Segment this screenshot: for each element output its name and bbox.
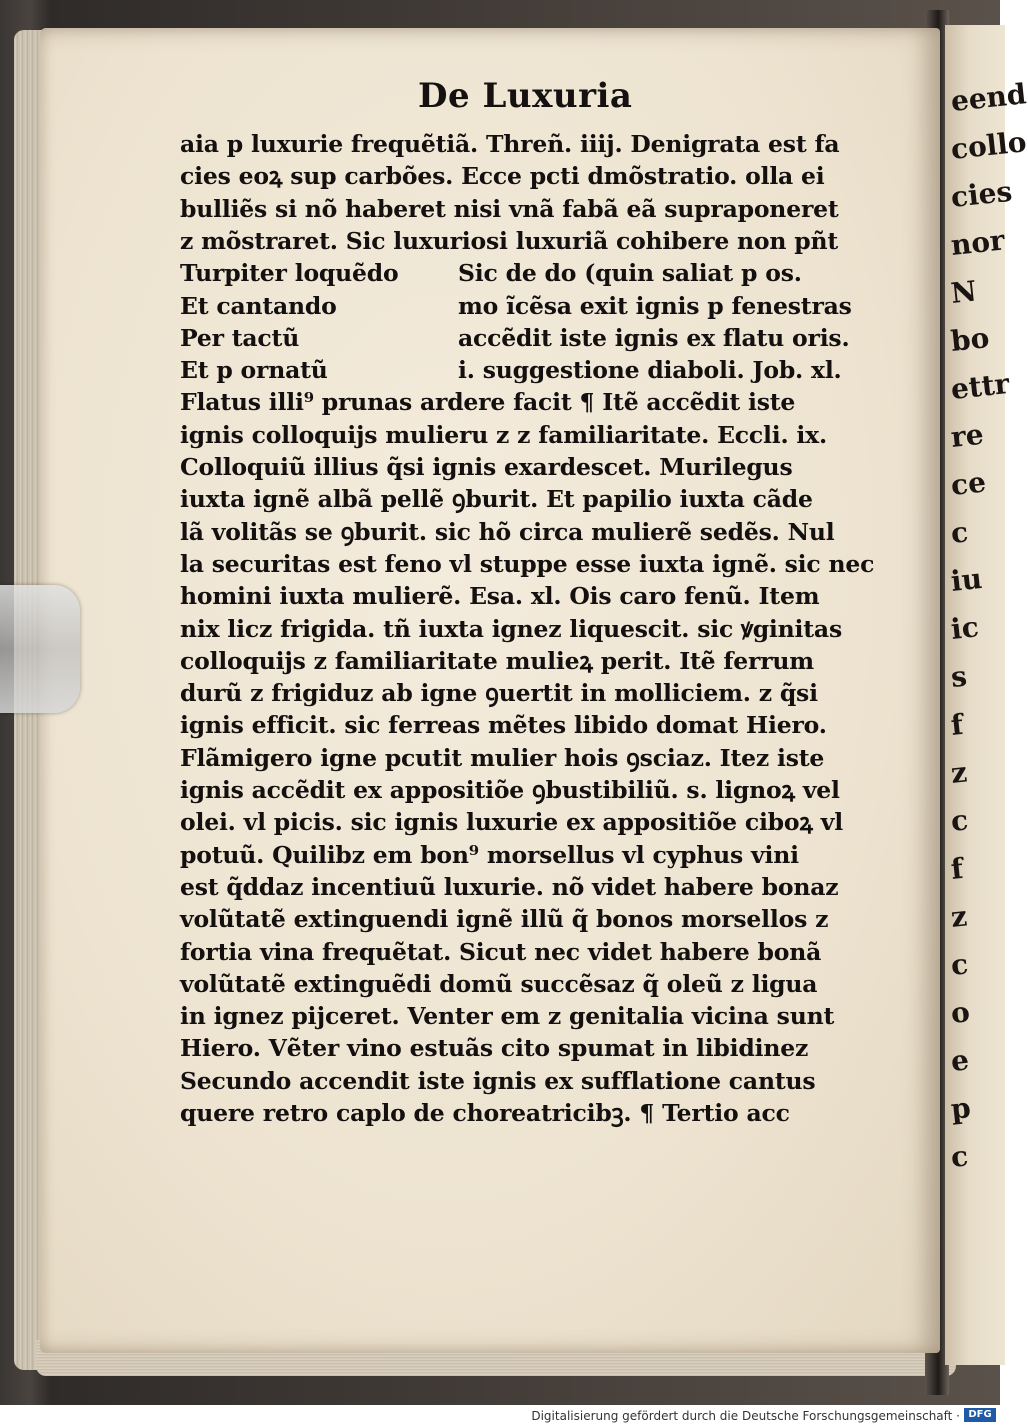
text-line: aia p luxurie frequẽtiã. Threñ. iiij. Denigrata est fa: [180, 130, 840, 158]
text-line: potuũ. Quilibz em bon⁹ morsellus vl cyphus vini: [180, 840, 799, 869]
text-line: z mõstraret. Sic luxuriosi luxuriã cohibere non pñt: [180, 226, 839, 255]
text-line: iuxta ignẽ albã pellẽ ꝯburit. Et papilio iuxta cãde: [180, 485, 813, 514]
text-line: fortia vina frequẽtat. Sicut nec videt habere bonã: [180, 937, 822, 966]
text-line: homini iuxta mulierẽ. Esa. xl. Ois caro fenũ. Item: [180, 582, 820, 611]
facing-page-fragment: s: [949, 659, 969, 694]
facing-page-fragment: nor: [949, 223, 1007, 262]
facing-page-fragment: ce: [949, 465, 988, 502]
text-line: Et p ornatũ: [180, 356, 328, 385]
text-line: Turpiter loquẽdo: [180, 259, 399, 288]
facing-page-fragment: e: [949, 1043, 971, 1078]
text-line: est q̃ddaz incentiuũ luxurie. nõ videt habere bonaz: [180, 872, 839, 901]
facing-page-fragment: f: [949, 707, 965, 742]
text-line: bulliẽs si nõ haberet nisi vnã fabã eã supraponeret: [180, 194, 839, 223]
text-line: ignis colloquijs mulieru z z familiaritate. Eccli. ix.: [180, 420, 827, 449]
text-line: Et cantando: [180, 291, 337, 320]
facing-page-fragment: re: [949, 417, 986, 454]
facing-page: [945, 25, 1028, 1365]
text-line: Sic de do (quin saliat p os.: [458, 259, 802, 288]
text-line: cies eoꝝ sup carbões. Ecce pcti dmõstratio. olla ei: [180, 162, 825, 191]
running-head: De Luxuria: [418, 76, 633, 116]
text-line: lã volitãs se ꝯburit. sic hõ circa mulierẽ sedẽs. Nul: [180, 517, 835, 546]
text-line: ignis efficit. sic ferreas mẽtes libido domat Hiero.: [180, 711, 827, 740]
text-line: olei. vl picis. sic ignis luxurie ex appositiõe ciboꝝ vl: [180, 808, 843, 837]
facing-page-fragment: N: [949, 274, 979, 310]
text-line: colloquijs z familiaritate mulieꝝ perit. Itẽ ferrum: [180, 646, 814, 675]
text-line: Hiero. Vẽter vino estuãs cito spumat in libidinez: [180, 1034, 809, 1063]
facing-page-fragment: o: [949, 995, 972, 1030]
facing-page-fragment: z: [949, 899, 969, 934]
facing-page-fragment: p: [949, 1091, 973, 1126]
text-line: mo ĩcẽsa exit ignis p fenestras: [458, 291, 852, 320]
facing-page-fragment: z: [949, 755, 969, 790]
text-line: quere retro caplo de choreatricibꝫ. ¶ Tertio acc: [180, 1099, 790, 1127]
footer-credit: Digitalisierung gefördert durch die Deutsche Forschungsgemeinschaft ·: [531, 1409, 960, 1423]
text-line: nix licz frigida. tñ iuxta ignez liquescit. sic ꝟginitas: [180, 614, 842, 643]
text-line: Flatus illi⁹ prunas ardere facit ¶ Itẽ accẽdit iste: [180, 388, 796, 417]
text-line: Flãmigero igne pcutit mulier hois ꝯsciaz. Itez iste: [180, 743, 825, 772]
text-line: ignis accẽdit ex appositiõe ꝯbustibiliũ. s. lignoꝝ vel: [180, 776, 840, 804]
facing-page-fragment: c: [949, 515, 970, 550]
text-line: accẽdit iste ignis ex flatu oris.: [458, 323, 850, 352]
text-line: la securitas est feno vl stuppe esse iuxta ignẽ. sic nec: [180, 549, 875, 578]
facing-page-fragment: ic: [949, 610, 981, 646]
facing-page-fragment: bo: [949, 321, 991, 358]
text-line: Per tactũ: [180, 323, 300, 352]
text-line: volũtatẽ extinguendi ignẽ illũ q̃ bonos morsellos z: [180, 905, 829, 934]
facing-page-fragment: collo: [949, 125, 1028, 166]
text-line: Secundo accendit iste ignis ex sufflatione cantus: [180, 1066, 816, 1095]
text-line: i. suggestione diaboli. Job. xl.: [458, 356, 842, 385]
facing-page-fragment: c: [949, 947, 970, 982]
facing-page-fragment: c: [949, 803, 970, 838]
dfg-logo: DFG: [964, 1408, 996, 1422]
facing-page-fragment: iu: [949, 561, 984, 598]
facing-page-fragment: c: [949, 1139, 970, 1174]
facing-page-fragment: eend: [949, 77, 1028, 118]
text-line: Colloquiũ illius q̃si ignis exardescet. Murilegus: [180, 453, 793, 481]
text-line: volũtatẽ extinguẽdi domũ succẽsaz q̃ oleũ z ligua: [180, 969, 818, 998]
facing-page-fragment: ettr: [949, 366, 1011, 406]
facing-page-fragment: cies: [949, 174, 1014, 214]
facing-page-fragment: f: [949, 851, 965, 886]
page-clip: [0, 585, 80, 713]
footer: [0, 1405, 1000, 1427]
text-line: in ignez pĳceret. Venter em z genitalia vicina sunt: [180, 1002, 835, 1031]
text-line: durũ z frigiduz ab igne ꝯuertit in molliciem. z q̃si: [180, 679, 818, 708]
